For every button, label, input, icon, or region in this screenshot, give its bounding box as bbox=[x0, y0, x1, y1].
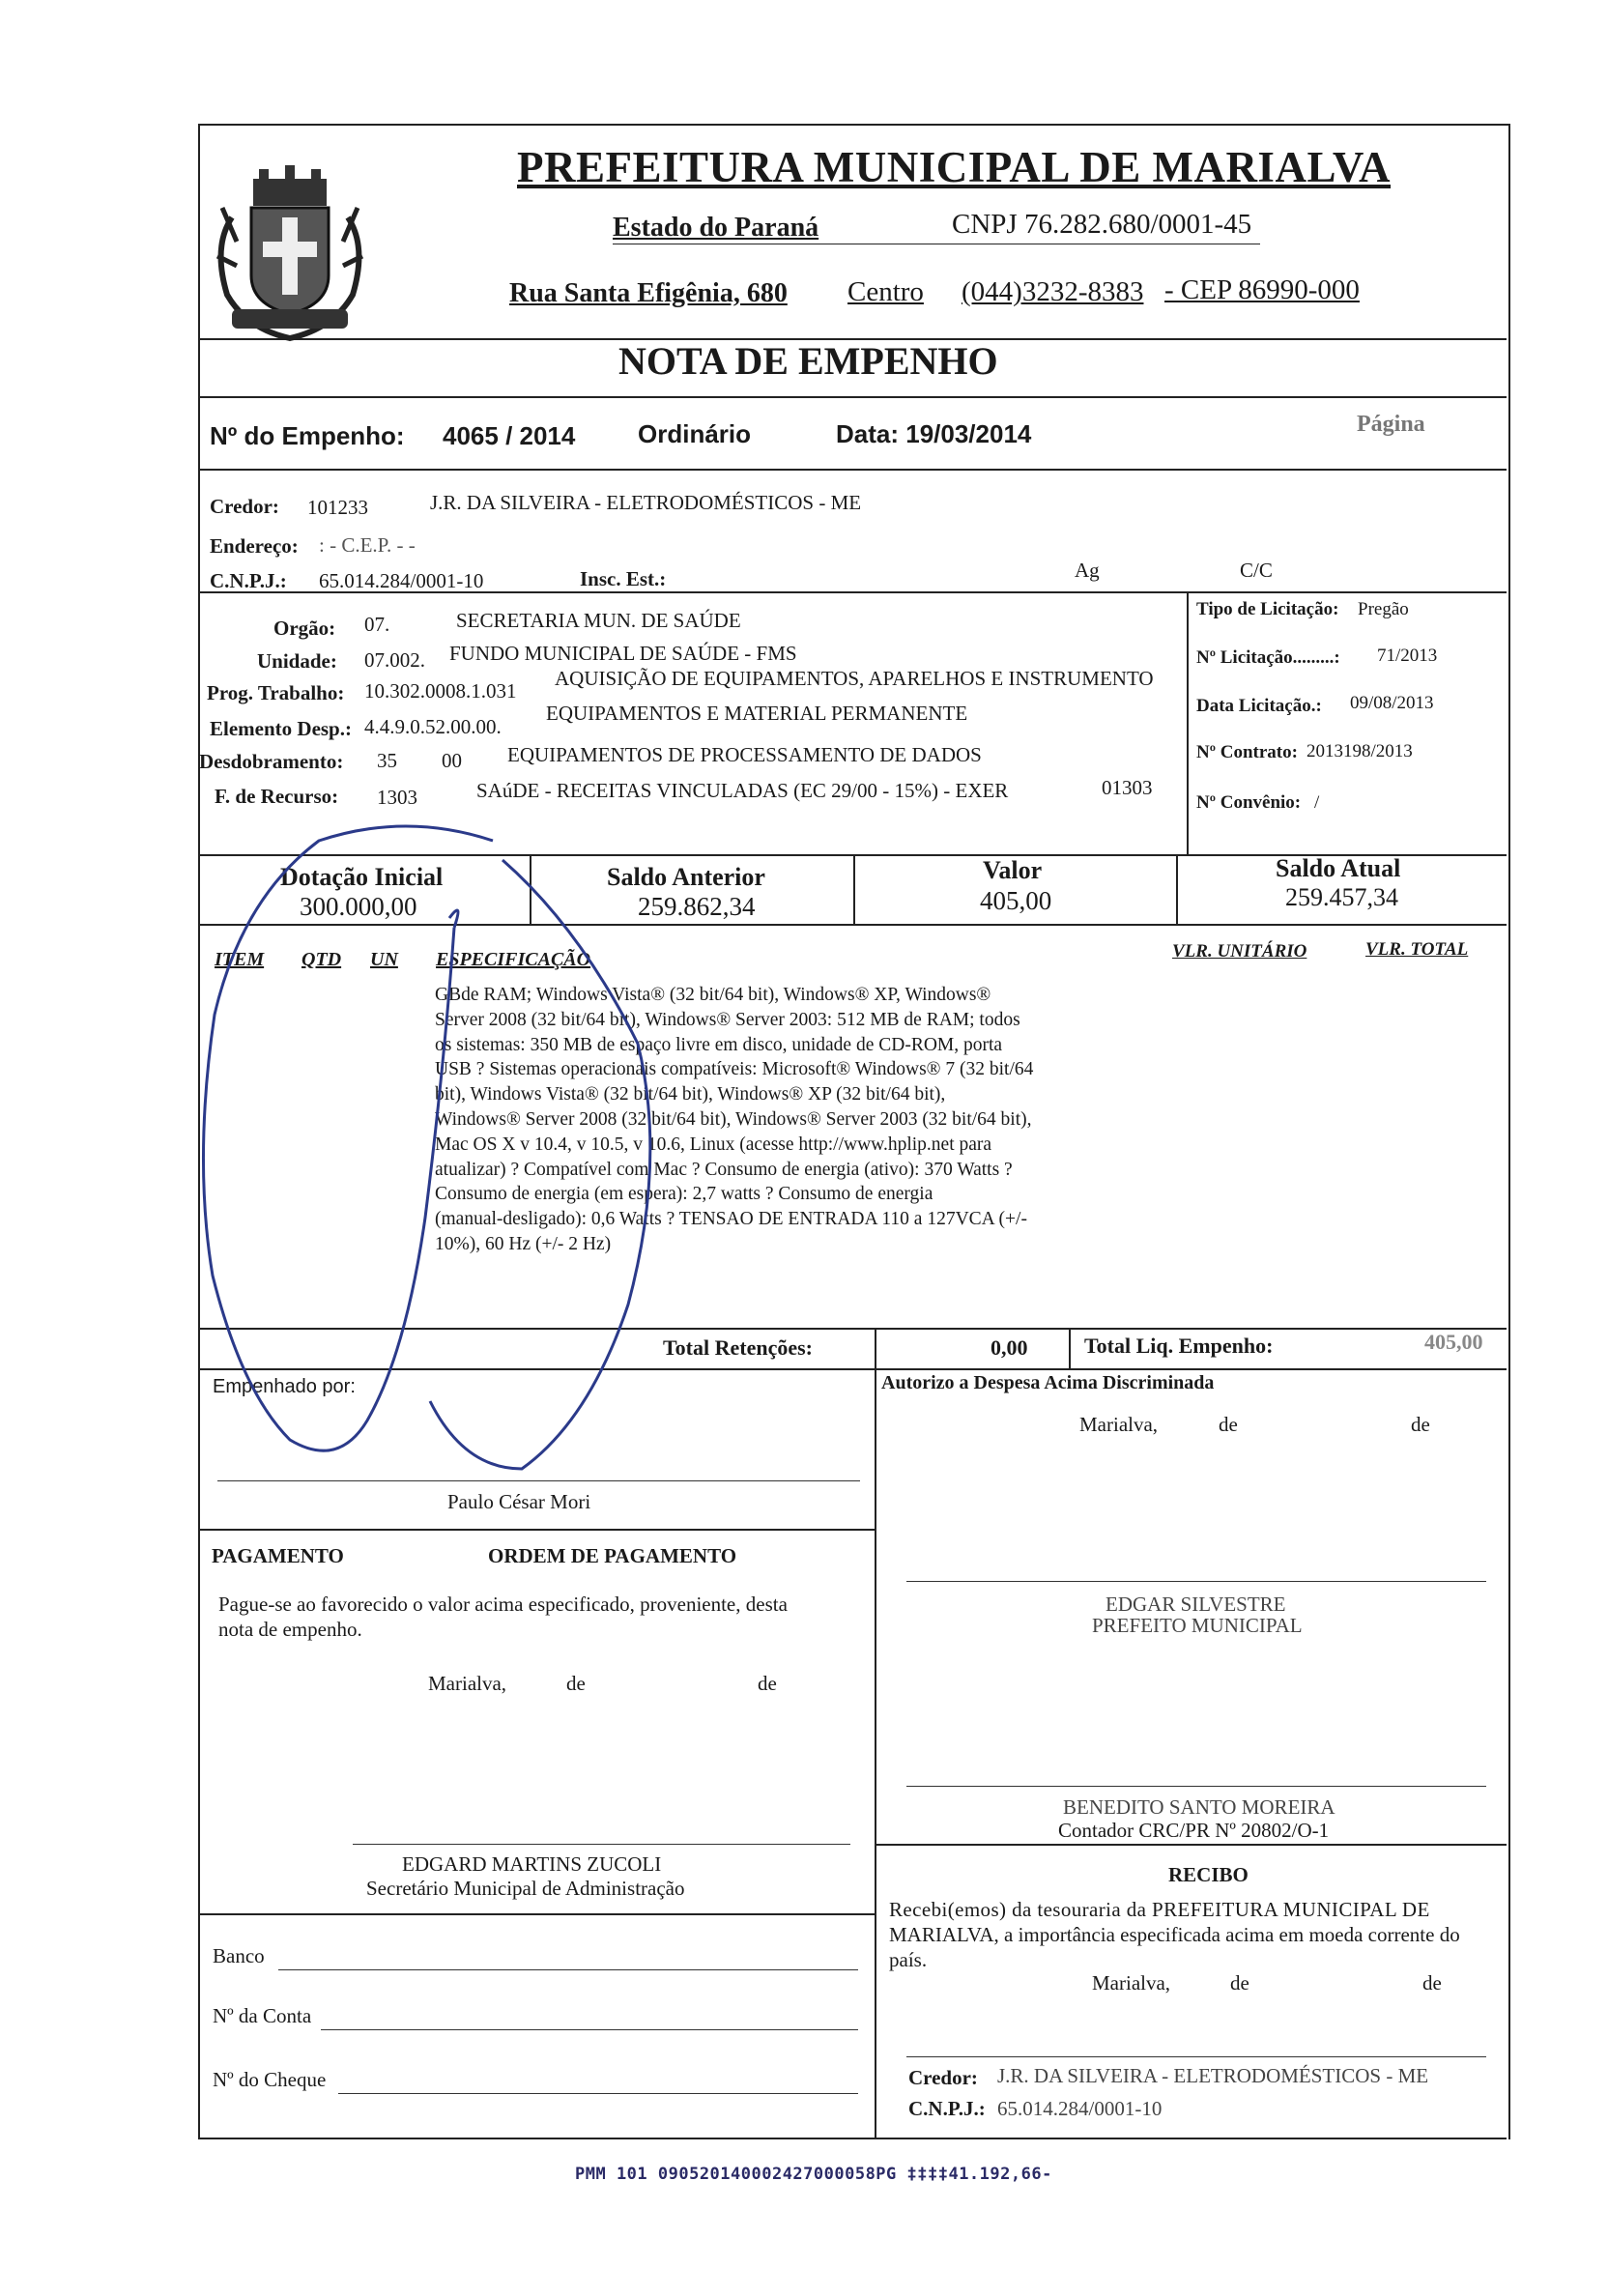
cheque-label: Nº do Cheque bbox=[213, 2068, 327, 2091]
elemento-code: 4.4.9.0.52.00.00. bbox=[364, 715, 502, 738]
contrato-label: Nº Contrato: bbox=[1196, 742, 1298, 762]
recurso-label: F. de Recurso: bbox=[215, 785, 339, 808]
recibo-credor-label: Credor: bbox=[908, 2066, 978, 2089]
desdobramento-name: EQUIPAMENTOS DE PROCESSAMENTO DE DADOS bbox=[507, 743, 982, 766]
state-name: Estado do Paraná bbox=[613, 213, 819, 243]
spec-line: GBde RAM; Windows Vista® (32 bit/64 bit), Windows® XP, Windows® bbox=[435, 985, 991, 1005]
elemento-label: Elemento Desp.: bbox=[210, 717, 352, 740]
pague-se-text: Pague-se ao favorecido o valor acima especificado, proveniente, desta bbox=[218, 1593, 788, 1616]
col-header-valor-unitario: VLR. UNITÁRIO bbox=[1172, 941, 1307, 961]
orgao-name: SECRETARIA MUN. DE SAÚDE bbox=[456, 609, 741, 632]
date-city: Marialva, bbox=[428, 1672, 507, 1695]
dotacao-value: 300.000,00 bbox=[300, 892, 417, 921]
total-liquido-label: Total Liq. Empenho: bbox=[1084, 1334, 1274, 1358]
recibo-credor-name: J.R. DA SILVEIRA - ELETRODOMÉSTICOS - ME bbox=[997, 2064, 1429, 2087]
district: Centro bbox=[847, 276, 924, 307]
prefeito-name: EDGAR SILVESTRE bbox=[1106, 1593, 1286, 1616]
col-header-un: UN bbox=[370, 949, 398, 970]
desdobramento-sub: 00 bbox=[442, 749, 462, 772]
convenio-label: Nº Convênio: bbox=[1196, 792, 1302, 813]
col-header-qtd: QTD bbox=[302, 949, 342, 970]
document-title: NOTA DE EMPENHO bbox=[618, 339, 998, 383]
data-licitacao-label: Data Licitação.: bbox=[1196, 696, 1322, 716]
spec-line: 10%), 60 Hz (+/- 2 Hz) bbox=[435, 1233, 612, 1254]
cep: - CEP 86990-000 bbox=[1164, 274, 1360, 305]
spec-line: USB ? Sistemas operacionais compatíveis: Microsoft® Windows® 7 (32 bit/64 bbox=[435, 1059, 1034, 1080]
empenho-label: Nº do Empenho: bbox=[210, 421, 405, 450]
contrato-number: 2013198/2013 bbox=[1306, 741, 1413, 761]
cnpj-header: CNPJ 76.282.680/0001-45 bbox=[952, 209, 1252, 240]
saldo-anterior-label: Saldo Anterior bbox=[607, 863, 765, 891]
prog-label: Prog. Trabalho: bbox=[207, 681, 345, 704]
prefeito-role: PREFEITO MUNICIPAL bbox=[1092, 1614, 1303, 1637]
page-label: Página bbox=[1357, 412, 1425, 437]
empenhado-por-label: Empenhado por: bbox=[213, 1376, 356, 1397]
licitacao-number-label: Nº Licitação.........: bbox=[1196, 647, 1340, 668]
unidade-code: 07.002. bbox=[364, 648, 425, 672]
recurso-extra: 01303 bbox=[1102, 776, 1153, 799]
empenho-date: Data: 19/03/2014 bbox=[836, 419, 1032, 448]
saldo-atual-label: Saldo Atual bbox=[1276, 854, 1401, 882]
pague-se-text: nota de empenho. bbox=[218, 1618, 362, 1641]
col-header-item: ITEM bbox=[215, 949, 265, 970]
date-de: de bbox=[1422, 1971, 1442, 1995]
signatory-name: Paulo César Mori bbox=[447, 1490, 591, 1513]
saldo-atual-value: 259.457,34 bbox=[1285, 883, 1398, 911]
prog-name: AQUISIÇÃO DE EQUIPAMENTOS, APARELHOS E INSTRUMENTO bbox=[555, 667, 1154, 690]
spec-line: bit), Windows Vista® (32 bit/64 bit), Windows® XP (32 bit/64 bit), bbox=[435, 1084, 946, 1105]
convenio-value: / bbox=[1314, 792, 1320, 813]
date-de: de bbox=[566, 1672, 586, 1695]
autorizo-text: Autorizo a Despesa Acima Discriminada bbox=[881, 1372, 1215, 1393]
insc-label: Insc. Est.: bbox=[580, 567, 667, 590]
spec-line: os sistemas: 350 MB de espaço livre em disco, unidade de CD-ROM, porta bbox=[435, 1034, 1003, 1055]
recibo-text: Recebi(emos) da tesouraria da PREFEITURA MUNICIPAL DE bbox=[889, 1898, 1430, 1921]
date-de: de bbox=[1411, 1413, 1430, 1436]
orgao-label: Orgão: bbox=[273, 617, 336, 640]
recibo-text: país. bbox=[889, 1948, 928, 1971]
prog-code: 10.302.0008.1.031 bbox=[364, 679, 517, 703]
street-address: Rua Santa Efigênia, 680 bbox=[509, 278, 788, 308]
micr-code: PMM 101 090520140002427000058PG ‡‡‡‡41.192,66- bbox=[575, 2165, 1052, 2184]
data-licitacao: 09/08/2013 bbox=[1350, 693, 1434, 713]
credor-code: 101233 bbox=[307, 496, 368, 519]
credor-name: J.R. DA SILVEIRA - ELETRODOMÉSTICOS - ME bbox=[430, 491, 862, 514]
total-retencoes-label: Total Retenções: bbox=[663, 1335, 813, 1360]
total-retencoes-value: 0,00 bbox=[991, 1335, 1028, 1360]
cnpj-value: 65.014.284/0001-10 bbox=[319, 569, 484, 592]
col-header-valor-total: VLR. TOTAL bbox=[1365, 939, 1469, 960]
pagamento-heading: PAGAMENTO bbox=[212, 1544, 344, 1567]
recurso-name: SAúDE - RECEITAS VINCULADAS (EC 29/00 - 15%) - EXER bbox=[476, 779, 1009, 802]
recibo-text: MARIALVA, a importância especificada acima em moeda corrente do bbox=[889, 1923, 1460, 1946]
date-city: Marialva, bbox=[1092, 1971, 1171, 1995]
spec-line: Consumo de energia (em espera): 2,7 watts ? Consumo de energia bbox=[435, 1184, 933, 1205]
valor-value: 405,00 bbox=[980, 886, 1052, 915]
spec-line: Server 2008 (32 bit/64 bit), Windows® Server 2003: 512 MB de RAM; todos bbox=[435, 1009, 1020, 1030]
contador-name: BENEDITO SANTO MOREIRA bbox=[1063, 1795, 1335, 1819]
endereco-label: Endereço: bbox=[210, 534, 299, 558]
spec-line: Mac OS X v 10.4, v 10.5, v 10.6, Linux (acesse http://www.hplip.net para bbox=[435, 1134, 992, 1155]
secretario-name: EDGARD MARTINS ZUCOLI bbox=[402, 1852, 662, 1876]
banco-label: Banco bbox=[213, 1944, 265, 1967]
recibo-cnpj-value: 65.014.284/0001-10 bbox=[997, 2097, 1163, 2120]
date-de: de bbox=[1230, 1971, 1249, 1995]
endereco-value: : - C.E.P. - - bbox=[319, 533, 416, 557]
cnpj-label: C.N.P.J.: bbox=[210, 569, 287, 592]
contador-role: Contador CRC/PR Nº 20802/O-1 bbox=[1058, 1819, 1330, 1842]
date-de: de bbox=[758, 1672, 777, 1695]
dotacao-label: Dotação Inicial bbox=[280, 863, 444, 891]
recibo-cnpj-label: C.N.P.J.: bbox=[908, 2097, 986, 2120]
elemento-name: EQUIPAMENTOS E MATERIAL PERMANENTE bbox=[546, 702, 968, 725]
spec-line: Windows® Server 2008 (32 bit/64 bit), Windows® Server 2003 (32 bit/64 bit), bbox=[435, 1108, 1032, 1130]
secretario-role: Secretário Municipal de Administração bbox=[366, 1877, 685, 1900]
date-de: de bbox=[1219, 1413, 1238, 1436]
unidade-name: FUNDO MUNICIPAL DE SAÚDE - FMS bbox=[449, 642, 797, 665]
total-liquido-value: 405,00 bbox=[1424, 1330, 1483, 1354]
valor-label: Valor bbox=[983, 856, 1043, 884]
tipo-licitacao: Pregão bbox=[1358, 599, 1409, 619]
credor-label: Credor: bbox=[210, 495, 279, 518]
date-city: Marialva, bbox=[1079, 1413, 1159, 1436]
spec-line: (manual-desligado): 0,6 Watts ? TENSAO DE ENTRADA 110 a 127VCA (+/- bbox=[435, 1209, 1027, 1230]
ordem-pagamento-heading: ORDEM DE PAGAMENTO bbox=[488, 1544, 737, 1567]
desdobramento-label: Desdobramento: bbox=[199, 750, 344, 773]
recurso-code: 1303 bbox=[377, 786, 417, 809]
spec-line: atualizar) ? Compatível com Mac ? Consumo de energia (ativo): 370 Watts ? bbox=[435, 1159, 1013, 1180]
conta-label: Nº da Conta bbox=[213, 2004, 312, 2027]
empenho-number: 4065 / 2014 bbox=[443, 421, 576, 450]
saldo-anterior-value: 259.862,34 bbox=[638, 892, 756, 921]
prefeitura-title: PREFEITURA MUNICIPAL DE MARIALVA bbox=[517, 143, 1392, 191]
orgao-code: 07. bbox=[364, 613, 390, 636]
phone: (044)3232-8383 bbox=[962, 276, 1144, 307]
unidade-label: Unidade: bbox=[257, 649, 337, 673]
agency-label: Ag bbox=[1075, 559, 1100, 582]
licitacao-number: 71/2013 bbox=[1377, 646, 1438, 666]
col-header-especificacao: ESPECIFICAÇÃO bbox=[436, 949, 591, 970]
tipo-licitacao-label: Tipo de Licitação: bbox=[1196, 599, 1339, 619]
recibo-heading: RECIBO bbox=[1168, 1863, 1249, 1886]
account-label: C/C bbox=[1240, 559, 1273, 582]
empenho-type: Ordinário bbox=[638, 419, 752, 448]
desdobramento-code: 35 bbox=[377, 749, 397, 772]
